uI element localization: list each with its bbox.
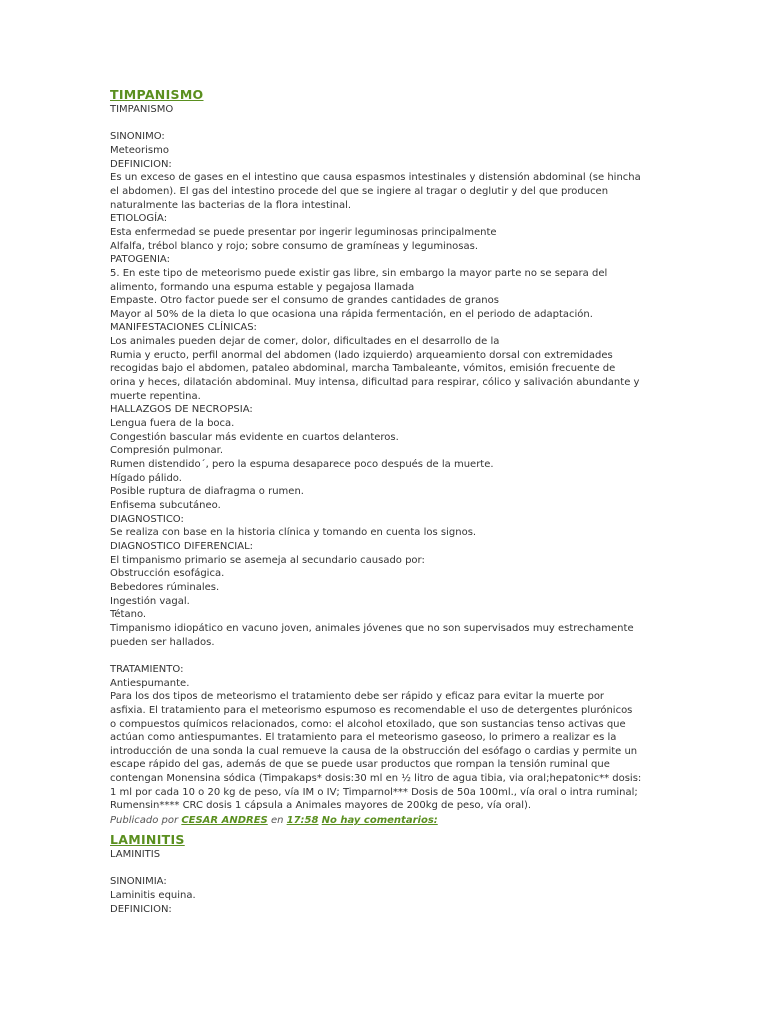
body-text-line: LAMINITIS <box>110 849 161 861</box>
body-text-line: Esta enfermedad se puede presentar por ingerir leguminosas principalmente <box>110 226 497 238</box>
body-text-line: SINONIMO: <box>110 131 165 143</box>
body-text-line: Alfalfa, trébol blanco y rojo; sobre consumo de gramíneas y leguminosas. <box>110 240 479 252</box>
blog-content <box>110 84 670 916</box>
body-text-line: DIAGNOSTICO: <box>110 513 184 525</box>
body-text-line: Los animales pueden dejar de comer, dolor, dificultades en el desarrollo de la <box>110 336 500 348</box>
body-text-line: PATOGENIA: <box>110 254 170 266</box>
body-text-line: 1 ml por cada 10 o 20 kg de peso, vía IM o IV; Timparnol*** Dosis de 50a 100ml., vía oral o intra ruminal; <box>110 786 638 798</box>
body-text-line: MANIFESTACIONES CLÍNICAS: <box>110 322 257 334</box>
body-text-line: Bebedores rúminales. <box>110 581 220 593</box>
body-text-line: 5. En este tipo de meteorismo puede existir gas libre, sin embargo la mayor parte no se separa del <box>110 267 608 279</box>
blank-line <box>110 862 670 876</box>
blog-post-laminitis <box>110 829 670 916</box>
body-text-line: Congestión bascular más evidente en cuartos delanteros. <box>110 431 399 443</box>
at-label: en <box>270 815 284 827</box>
body-text-line: escape rápido del gas, además de que se puede usar productos que rompan la tensión ruminal que <box>110 759 610 771</box>
body-text-line: Rumia y eructo, perfil anormal del abdomen (lado izquierdo) arqueamiento dorsal con extremidades <box>110 349 613 361</box>
post-footer <box>110 813 670 829</box>
body-text-line: SINONIMIA: <box>110 876 167 888</box>
author-link[interactable]: CESAR ANDRES <box>181 815 268 827</box>
body-text-line: Laminitis equina. <box>110 890 196 902</box>
body-text-line: actúan como antiespumantes. El tratamiento para el meteorismo gaseoso, lo primero a realizar es la <box>110 732 617 744</box>
body-text-line: Se realiza con base en la historia clínica y tomando en cuenta los signos. <box>110 527 477 539</box>
body-text-line: Empaste. Otro factor puede ser el consumo de grandes cantidades de granos <box>110 295 499 307</box>
body-text-line: TIMPANISMO <box>110 104 174 115</box>
body-text-line: muerte repentina. <box>110 390 201 402</box>
body-text-line: Meteorismo <box>110 144 169 156</box>
body-text-line: Ingestión vagal. <box>110 595 190 607</box>
body-text-line: El timpanismo primario se asemeja al secundario causado por: <box>110 554 425 566</box>
blank-line <box>110 117 670 131</box>
body-text-line: DEFINICION: <box>110 158 172 170</box>
body-text-line: HALLAZGOS DE NECROPSIA: <box>110 404 253 416</box>
post-title-link[interactable]: TIMPANISMO <box>110 87 204 102</box>
body-text-line: Es un exceso de gases en el intestino que causa espasmos intestinales y distensión abdominal (se hincha <box>110 172 641 184</box>
comments-link[interactable]: No hay comentarios: <box>321 815 438 827</box>
blog-post-timpanismo <box>110 84 670 829</box>
body-text-line: asfixia. El tratamiento para el meteorismo espumoso es recomendable el uso de detergentes plurónicos <box>110 704 633 716</box>
body-text-line: Obstrucción esofágica. <box>110 568 225 580</box>
body-text-line: Posible ruptura de diafragma o rumen. <box>110 486 304 498</box>
body-text-line: Rumen distendido´, pero la espuma desaparece poco después de la muerte. <box>110 459 494 471</box>
post-body <box>110 103 670 813</box>
body-text-line: Compresión pulmonar. <box>110 445 224 457</box>
body-text-line: naturalmente las bacterias de la flora intestinal. <box>110 199 352 211</box>
blank-line <box>110 649 670 663</box>
body-text-line: DIAGNOSTICO DIFERENCIAL: <box>110 540 254 552</box>
body-text-line: introducción de una sonda la cual remueve la causa de la obstrucción del esófago o cardias y permite un <box>110 745 638 757</box>
body-text-line: Antiespumante. <box>110 677 190 689</box>
published-by-label: Publicado por <box>110 815 179 827</box>
post-body <box>110 848 670 916</box>
body-text-line: el abdomen). El gas del intestino procede del que se ingiere al tragar o deglutir y del que producen <box>110 185 609 197</box>
body-text-line: Lengua fuera de la boca. <box>110 418 235 430</box>
body-text-line: ETIOLOGÍA: <box>110 213 168 225</box>
body-text-line: alimento, formando una espuma estable y pegajosa llamada <box>110 281 415 293</box>
body-text-line: orina y heces, dilatación abdominal. Muy intensa, dificultad para respirar, cólico y salivación abundante y <box>110 377 640 389</box>
body-text-line: pueden ser hallados. <box>110 636 215 648</box>
body-text-line: o compuestos químicos relacionados, como: el alcohol etoxilado, que son sustancias tenso activas que <box>110 718 626 730</box>
body-text-line: Timpanismo idiopático en vacuno joven, animales jóvenes que no son supervisados muy estrechamente <box>110 622 634 634</box>
body-text-line: Hígado pálido. <box>110 472 182 484</box>
body-text-line: Tétano. <box>110 609 147 621</box>
body-text-line: TRATAMIENTO: <box>110 663 184 675</box>
body-text-line: DEFINICION: <box>110 903 172 915</box>
body-text-line: Rumensin**** CRC dosis 1 cápsula a Animales mayores de 200kg de peso, vía oral). <box>110 800 532 812</box>
post-time-link[interactable]: 17:58 <box>286 815 319 827</box>
body-text-line: Mayor al 50% de la dieta lo que ocasiona una rápida fermentación, en el periodo de adaptación. <box>110 308 593 320</box>
body-text-line: recogidas bajo el abdomen, pataleo abdominal, marcha Tambaleante, vómitos, emisión frecuente de <box>110 363 616 375</box>
body-text-line: contengan Monensina sódica (Timpakaps* dosis:30 ml en ½ litro de agua tibia, via oral;hepatonic** dosis: <box>110 773 642 785</box>
body-text-line: Enfisema subcutáneo. <box>110 500 221 512</box>
post-title-link[interactable]: LAMINITIS <box>110 832 185 848</box>
body-text-line: Para los dos tipos de meteorismo el tratamiento debe ser rápido y eficaz para evitar la muerte por <box>110 691 605 703</box>
